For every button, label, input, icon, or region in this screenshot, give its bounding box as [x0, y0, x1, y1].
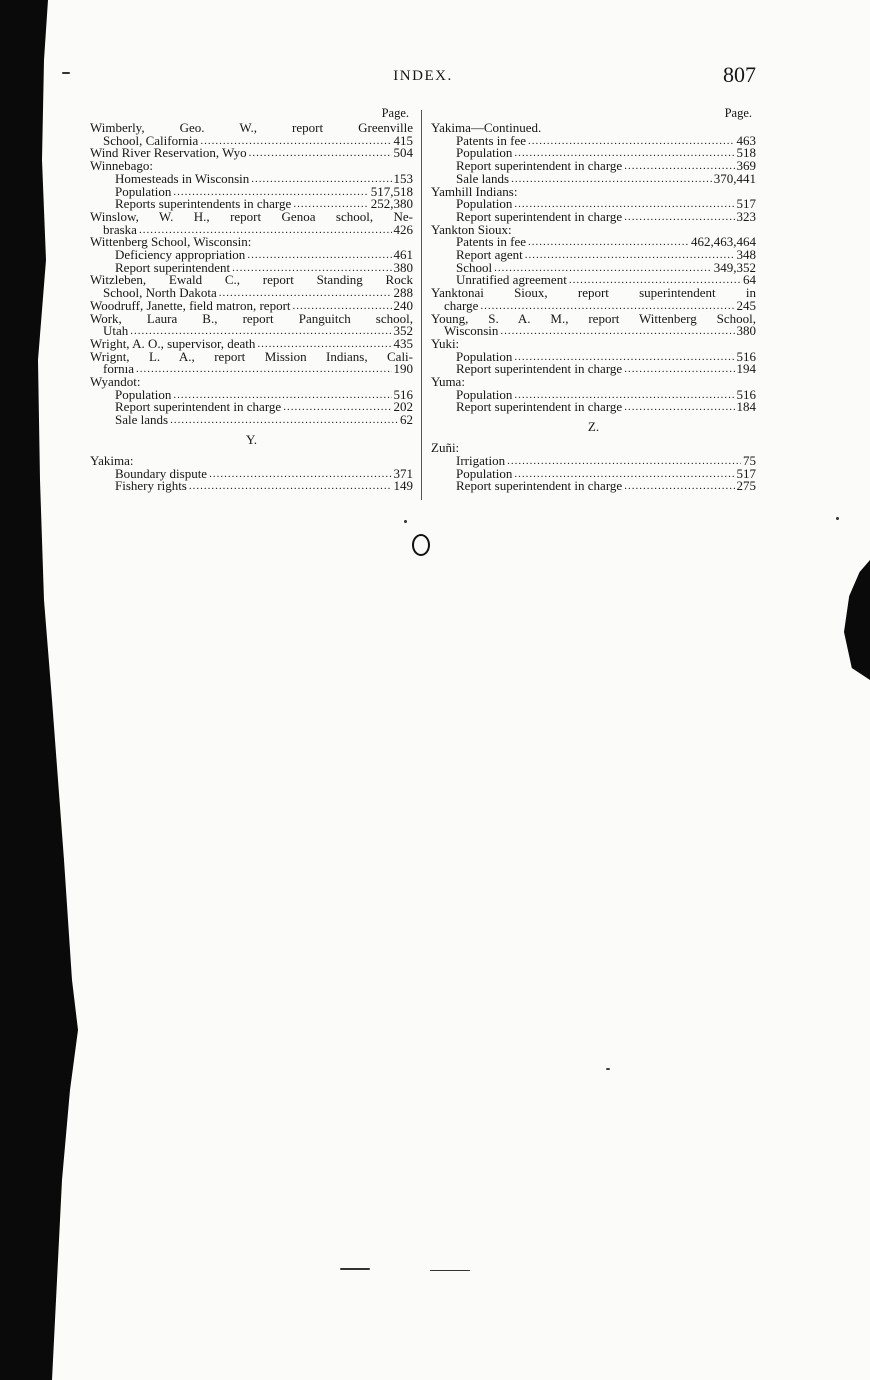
index-entry	[431, 442, 756, 493]
subentry-text: Unratified agreement	[456, 272, 567, 288]
entry-heading: Yakima—Continued.	[431, 120, 542, 135]
entry-text: Wrignt, L. A., report Mission Indians, Cali-	[90, 348, 413, 364]
page-number: 807	[723, 62, 756, 87]
index-entry	[90, 348, 413, 377]
leader-dots	[525, 249, 735, 262]
page-ref: 461	[393, 247, 413, 263]
index-entry	[90, 452, 413, 494]
leader-dots	[624, 363, 734, 376]
entry-text: Wimberly, Geo. W., report Greenville	[90, 120, 413, 135]
leader-dots	[249, 147, 392, 160]
leader-dots	[283, 401, 391, 414]
subentry-text: Population	[456, 196, 513, 212]
entry-text: Woodruff, Janette, field matron, report	[90, 297, 291, 313]
page-ref: 149	[393, 478, 413, 494]
page-ref: 245	[736, 297, 756, 313]
index-entry	[90, 376, 413, 427]
entry-heading: Wyandot:	[90, 374, 141, 390]
leader-dots	[209, 468, 391, 481]
page-ref: 64	[743, 272, 756, 288]
subentry-text: Report superintendent	[115, 259, 231, 275]
subentry-text: Population	[456, 465, 513, 481]
subentry-text: Patents in fee	[456, 132, 527, 148]
leader-dots	[624, 211, 734, 224]
subentry-text: Fishery rights	[115, 478, 187, 494]
subentry-text: Population	[115, 183, 172, 199]
page-ref: 370,441	[713, 170, 756, 186]
leader-dots	[624, 401, 734, 414]
entry-heading: Yamhill Indians:	[431, 183, 518, 199]
entry-heading: Yakima:	[90, 452, 134, 468]
page-ref: 75	[743, 452, 756, 468]
page-ref: 463	[736, 132, 756, 148]
page-ref: 518	[736, 145, 756, 161]
entry-text: School, California	[103, 132, 199, 148]
page-ref: 462,463,464	[691, 234, 756, 250]
column-divider	[421, 110, 422, 500]
page-ref: 380	[736, 323, 756, 339]
subentry-text: Population	[456, 348, 513, 364]
index-entry	[431, 183, 756, 224]
subentry	[431, 401, 756, 414]
entry-heading: Yuki:	[431, 335, 460, 351]
subentry	[90, 480, 413, 493]
page-ref: 275	[736, 478, 756, 494]
page-ref: 516	[393, 386, 413, 402]
page-ref: 504	[393, 145, 413, 161]
page-ref: 369	[736, 158, 756, 174]
index-entry	[431, 287, 756, 312]
subentry-text: Deficiency appropriation	[115, 247, 246, 263]
page-ref: 517	[736, 196, 756, 212]
leader-dots	[624, 480, 734, 493]
page-ref: 194	[736, 361, 756, 377]
subentry-text: Report superintendent in charge	[456, 361, 623, 377]
entry-text: School, North Dakota	[103, 285, 217, 301]
subentry-text: Report superintendent in charge	[115, 399, 282, 415]
subentry-text: Reports superintendents in charge	[115, 196, 292, 212]
page-ref: 202	[393, 399, 413, 415]
leader-dots	[500, 325, 734, 338]
leader-dots	[189, 480, 392, 493]
entry-heading: Wittenberg School, Wisconsin:	[90, 234, 252, 250]
subentry-text: Irrigation	[456, 452, 506, 468]
subentry-text: Report agent	[456, 247, 523, 263]
end-mark-circle	[412, 534, 430, 556]
running-title: INDEX.	[393, 68, 453, 84]
entry-text: fornıa	[103, 361, 135, 377]
subentry-text: Boundary dispute	[115, 465, 208, 481]
index-column-left	[90, 106, 413, 493]
index-entry	[90, 310, 413, 339]
page-ref: 415	[393, 132, 413, 148]
entry-text: Wright, A. O., supervisor, death	[90, 335, 256, 351]
index-entry	[431, 122, 756, 186]
page-ref: 371	[393, 465, 413, 481]
page-ref: 323	[736, 208, 756, 224]
scan-edge-left	[0, 0, 80, 1380]
page-column-label: Page.	[381, 106, 409, 120]
subentry-text: Homesteads in Wisconsin	[115, 170, 250, 186]
entry-text: Work, Laura B., report Panguitch school,	[90, 310, 413, 326]
page-ref: 349,352	[713, 259, 756, 275]
subentry-text: Sale lands	[456, 170, 510, 186]
page-ref: 62	[400, 412, 413, 428]
page-ref: 435	[393, 335, 413, 351]
scan-speck	[430, 1270, 470, 1271]
index-entry	[431, 221, 756, 288]
subentry-text: School	[456, 259, 493, 275]
entry-text: Young, S. A. M., report Wittenberg School,	[431, 310, 756, 326]
entry-text: Wisconsin	[444, 323, 499, 339]
page-ref: 517,518	[370, 183, 413, 199]
index-column-right	[431, 106, 756, 493]
page-ref: 184	[736, 399, 756, 415]
entry-text: braska	[103, 221, 137, 237]
subentry-text: Patents in fee	[456, 234, 527, 250]
subentry-text: Report superintendent in charge	[456, 158, 623, 174]
page-header	[90, 62, 756, 92]
scan-speck	[62, 72, 70, 74]
entry-text: Utah	[103, 323, 129, 339]
entry-heading: Winnebago:	[90, 158, 154, 174]
subentry	[431, 480, 756, 493]
leader-dots	[136, 363, 391, 376]
page-column-label: Page.	[724, 106, 752, 120]
leader-dots	[528, 135, 734, 148]
page-ref: 348	[736, 247, 756, 263]
subentry-text: Report superintendent in charge	[456, 478, 623, 494]
subentry-text: Population	[456, 386, 513, 402]
index-entry	[431, 335, 756, 377]
index-entry	[431, 310, 756, 339]
index-entry	[90, 122, 413, 147]
entry-text: Yanktonai Sioux, report superintendent in	[431, 285, 756, 301]
subentry-text: Population	[456, 145, 513, 161]
leader-dots	[247, 249, 391, 262]
scan-speck	[340, 1268, 370, 1270]
entry-text: Winslow, W. H., report Genoa school, Ne-	[90, 208, 413, 224]
page-ref: 190	[393, 361, 413, 377]
entry-text: Wind River Reservation, Wyo	[90, 145, 247, 161]
page-ref: 240	[393, 297, 413, 313]
subentry-text: Report superintendent in charge	[456, 399, 623, 415]
leader-dots	[507, 455, 741, 468]
leader-dots	[511, 173, 712, 186]
page-ref: 516	[736, 386, 756, 402]
scan-speck	[836, 517, 839, 520]
entry-heading: Yuma:	[431, 374, 465, 390]
scan-speck	[606, 1068, 610, 1070]
leader-dots	[170, 414, 398, 427]
subentry-text: Population	[115, 386, 172, 402]
section-letter: Y.	[246, 431, 257, 447]
index-entry	[90, 160, 413, 211]
page-ref: 153	[393, 170, 413, 186]
page-ref: 380	[393, 259, 413, 275]
index-entry	[431, 376, 756, 414]
page-ref: 288	[393, 285, 413, 301]
subentry-text: Report superintendent in charge	[456, 208, 623, 224]
page-ref: 352	[393, 323, 413, 339]
scan-edge-right	[844, 560, 870, 680]
scan-speck	[404, 520, 407, 523]
subentry	[431, 363, 756, 376]
subentry	[90, 414, 413, 427]
page-ref: 426	[393, 221, 413, 237]
entry-text: charge	[444, 297, 479, 313]
entry-heading: Zuñi:	[431, 440, 460, 456]
leader-dots	[528, 236, 689, 249]
page-ref: 517	[736, 465, 756, 481]
index-entry	[90, 236, 413, 274]
section-letter: Z.	[587, 419, 600, 435]
page-ref: 516	[736, 348, 756, 364]
entry-text: Witzleben, Ewald C., report Standing Rock	[90, 272, 413, 288]
index-entry	[90, 274, 413, 299]
page-ref: 252,380	[370, 196, 413, 212]
subentry-text: Sale lands	[115, 412, 169, 428]
entry-heading: Yankton Sioux:	[431, 221, 512, 237]
index-entry	[90, 208, 413, 237]
